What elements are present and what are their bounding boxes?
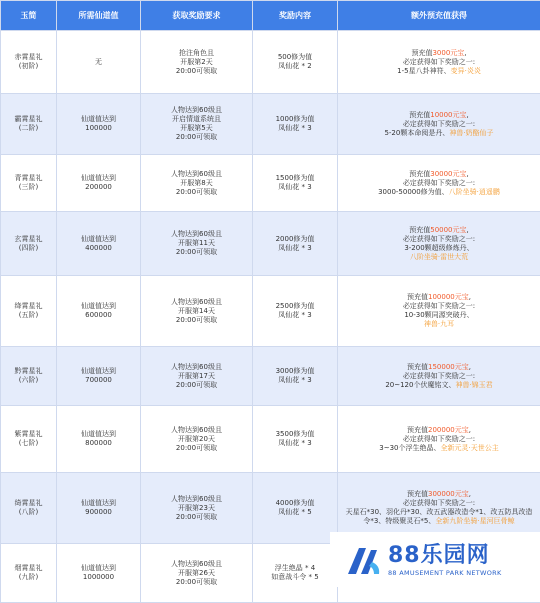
jade-slip-cell: [1, 406, 57, 473]
amount-highlight: 10000元宝: [430, 111, 466, 119]
cell-line: 2500修为值: [256, 302, 334, 311]
table-row: [1, 94, 540, 155]
extra-line: [341, 508, 537, 517]
cell-line: 凤仙花 * 3: [256, 311, 334, 320]
required-value-cell: [57, 31, 141, 94]
required-value-cell: [57, 155, 141, 212]
reward-cell: [253, 406, 338, 473]
cell-line: 仙道值达到: [60, 302, 137, 311]
extra-line: [341, 311, 537, 320]
extra-line: [341, 179, 537, 188]
extra-line: [341, 293, 537, 302]
extra-text: 预充值: [407, 490, 428, 498]
site-logo-icon: [344, 540, 384, 580]
cell-line: (九阶): [4, 573, 53, 582]
extra-line: [341, 381, 537, 390]
cell-line: 仙道值达到: [60, 564, 137, 573]
jade-slip-cell: [1, 94, 57, 155]
cell-line: 开服第14天: [144, 307, 249, 316]
extra-text: 预充值: [407, 363, 428, 371]
cell-line: 1500修为值: [256, 174, 334, 183]
cell-line: 3000修为值: [256, 367, 334, 376]
requirement-cell: [141, 31, 253, 94]
cell-line: 20:00可领取: [144, 513, 249, 522]
cell-line: 仙道值达到: [60, 499, 137, 508]
cell-line: 仙道值达到: [60, 174, 137, 183]
extra-line: [341, 499, 537, 508]
required-value-cell: [57, 347, 141, 406]
extra-text: 必定获得如下奖励之一:: [403, 235, 475, 243]
jade-slip-cell: [1, 544, 57, 603]
extra-text: 天星石*30、羽化丹*30、改五武器改造令*1、改五防具改造: [346, 508, 533, 516]
extra-reward-cell: [338, 347, 540, 406]
item-highlight: 变异·炎炎: [451, 67, 481, 75]
cell-line: 500修为值: [256, 53, 334, 62]
cell-line: 赤霄星礼: [4, 53, 53, 62]
cell-line: (初阶): [4, 62, 53, 71]
cell-line: 凤仙花 * 3: [256, 183, 334, 192]
extra-line: [341, 244, 537, 253]
cell-line: 凤仙花 * 5: [256, 508, 334, 517]
extra-reward-cell: [338, 155, 540, 212]
extra-line: [341, 302, 537, 311]
extra-line: [341, 170, 537, 179]
cell-line: 玄霄星礼: [4, 235, 53, 244]
cell-line: (五阶): [4, 311, 53, 320]
watermark-title: 88乐园网: [388, 538, 490, 569]
cell-line: 绮霄星礼: [4, 499, 53, 508]
reward-cell: [253, 473, 338, 544]
extra-text: ,: [467, 170, 469, 178]
cell-line: 人物达到60级且: [144, 106, 249, 115]
cell-line: 开服第8天: [144, 179, 249, 188]
extra-line: [341, 444, 537, 453]
extra-text: 令*3、特级聚灵石*5、: [363, 517, 435, 525]
amount-highlight: 30000元宝: [430, 170, 466, 178]
cell-line: 青霄星礼: [4, 174, 53, 183]
extra-line: [341, 320, 537, 329]
site-watermark: [330, 532, 540, 587]
extra-text: ,: [469, 363, 471, 371]
cell-line: 开服第17天: [144, 372, 249, 381]
cell-line: 400000: [60, 244, 137, 253]
extra-text: 3000-50000修为值、: [378, 188, 449, 196]
cell-line: 1000000: [60, 573, 137, 582]
extra-text: 1-5星八卦神符、: [397, 67, 450, 75]
extra-line: [341, 517, 537, 526]
header-jade-slip: 玉简: [1, 1, 57, 31]
extra-reward-cell: [338, 212, 540, 276]
table-row: [1, 406, 540, 473]
reward-cell: [253, 347, 338, 406]
item-highlight: 八阶坐骑·雷世大荒: [410, 253, 468, 261]
extra-text: ,: [469, 490, 471, 498]
reward-cell: [253, 155, 338, 212]
extra-text: 预充值: [411, 49, 432, 57]
cell-line: 霸霄星礼: [4, 115, 53, 124]
extra-reward-cell: [338, 94, 540, 155]
cell-line: 100000: [60, 124, 137, 133]
reward-cell: [253, 212, 338, 276]
extra-line: [341, 188, 537, 197]
table-row: [1, 155, 540, 212]
cell-line: (七阶): [4, 439, 53, 448]
cell-line: 人物达到60级且: [144, 495, 249, 504]
extra-line: [341, 120, 537, 129]
cell-line: 浮生绝晶 * 4: [256, 564, 334, 573]
extra-reward-cell: [338, 31, 540, 94]
cell-line: 仙道值达到: [60, 367, 137, 376]
amount-highlight: 100000元宝: [428, 293, 469, 301]
extra-line: [341, 363, 537, 372]
extra-line: [341, 426, 537, 435]
extra-line: [341, 372, 537, 381]
cell-line: 抢注角色且: [144, 49, 249, 58]
requirement-cell: [141, 155, 253, 212]
header-extra-reward: 额外预充值获得: [338, 1, 540, 31]
amount-highlight: 200000元宝: [428, 426, 469, 434]
table-row: [1, 31, 540, 94]
cell-line: 700000: [60, 376, 137, 385]
header-required-value: 所需仙道值: [57, 1, 141, 31]
cell-line: 开服第2天: [144, 58, 249, 67]
extra-text: 预充值: [409, 111, 430, 119]
extra-text: 预充值: [409, 226, 430, 234]
extra-text: ,: [467, 226, 469, 234]
jade-slip-cell: [1, 347, 57, 406]
extra-reward-cell: [338, 276, 540, 347]
requirement-cell: [141, 347, 253, 406]
cell-line: (三阶): [4, 183, 53, 192]
extra-line: [341, 111, 537, 120]
cell-line: 如意战斗令 * 5: [256, 573, 334, 582]
cell-line: 开服第20天: [144, 435, 249, 444]
extra-text: 3-200颗超级修炼丹、: [404, 244, 473, 252]
jade-slip-cell: [1, 473, 57, 544]
cell-line: 凤仙花 * 3: [256, 124, 334, 133]
required-value-cell: [57, 473, 141, 544]
watermark-subtitle: 88 AMUSEMENT PARK NETWORK: [388, 569, 502, 577]
reward-cell: [253, 544, 338, 603]
table-row: [1, 212, 540, 276]
cell-line: 烟霄星礼: [4, 564, 53, 573]
extra-text: ,: [469, 426, 471, 434]
cell-line: 开服第11天: [144, 239, 249, 248]
cell-line: 4000修为值: [256, 499, 334, 508]
cell-line: 人物达到60级且: [144, 170, 249, 179]
cell-line: 2000修为值: [256, 235, 334, 244]
cell-line: 人物达到60级且: [144, 230, 249, 239]
jade-slip-cell: [1, 155, 57, 212]
requirement-cell: [141, 473, 253, 544]
cell-line: 人物达到60级且: [144, 298, 249, 307]
cell-line: 3500修为值: [256, 430, 334, 439]
extra-reward-cell: [338, 406, 540, 473]
required-value-cell: [57, 544, 141, 603]
table-header-row: [1, 1, 540, 31]
extra-text: 10-30颗同源突破丹、: [404, 311, 473, 319]
cell-line: 黔霄星礼: [4, 367, 53, 376]
amount-highlight: 150000元宝: [428, 363, 469, 371]
extra-text: 预充值: [409, 170, 430, 178]
cell-line: 20:00可领取: [144, 248, 249, 257]
extra-line: [341, 490, 537, 499]
cell-line: 开服第5天: [144, 124, 249, 133]
cell-line: 绛霄星礼: [4, 302, 53, 311]
cell-line: 20:00可领取: [144, 381, 249, 390]
jade-slip-cell: [1, 31, 57, 94]
required-value-cell: [57, 94, 141, 155]
extra-text: 20~120个伏魔铭文、: [385, 381, 455, 389]
extra-line: [341, 58, 537, 67]
cell-line: 无: [60, 58, 137, 67]
jade-slip-cell: [1, 276, 57, 347]
item-highlight: 八阶坐骑·逍遥鹏: [449, 188, 500, 196]
cell-line: 开启情道系统且: [144, 115, 249, 124]
table-row: [1, 347, 540, 406]
cell-line: (八阶): [4, 508, 53, 517]
requirement-cell: [141, 94, 253, 155]
extra-text: 预充值: [407, 426, 428, 434]
extra-text: ,: [469, 293, 471, 301]
reward-cell: [253, 94, 338, 155]
item-highlight: 神兽·锦玉君: [455, 381, 492, 389]
extra-text: 预充值: [407, 293, 428, 301]
cell-line: 20:00可领取: [144, 67, 249, 76]
extra-text: 必定获得如下奖励之一:: [403, 120, 475, 128]
extra-line: [341, 49, 537, 58]
extra-line: [341, 129, 537, 138]
cell-line: 凤仙花 * 2: [256, 62, 334, 71]
cell-line: 凤仙花 * 3: [256, 376, 334, 385]
required-value-cell: [57, 406, 141, 473]
cell-line: 仙道值达到: [60, 115, 137, 124]
cell-line: 600000: [60, 311, 137, 320]
requirement-cell: [141, 544, 253, 603]
requirement-cell: [141, 276, 253, 347]
cell-line: 800000: [60, 439, 137, 448]
extra-text: 必定获得如下奖励之一:: [403, 58, 475, 66]
cell-line: (二阶): [4, 124, 53, 133]
extra-text: 必定获得如下奖励之一:: [403, 372, 475, 380]
cell-line: 20:00可领取: [144, 578, 249, 587]
header-reward: 奖励内容: [253, 1, 338, 31]
amount-highlight: 3000元宝: [432, 49, 464, 57]
extra-text: 必定获得如下奖励之一:: [403, 302, 475, 310]
amount-highlight: 300000元宝: [428, 490, 469, 498]
cell-line: (四阶): [4, 244, 53, 253]
cell-line: 200000: [60, 183, 137, 192]
cell-line: (六阶): [4, 376, 53, 385]
cell-line: 1000修为值: [256, 115, 334, 124]
cell-line: 20:00可领取: [144, 133, 249, 142]
item-highlight: 神兽·九耳: [424, 320, 454, 328]
extra-line: [341, 226, 537, 235]
extra-line: [341, 435, 537, 444]
extra-line: [341, 253, 537, 262]
extra-text: ,: [467, 111, 469, 119]
requirement-cell: [141, 406, 253, 473]
reward-cell: [253, 31, 338, 94]
extra-text: ,: [464, 49, 466, 57]
cell-line: 开服第26天: [144, 569, 249, 578]
extra-text: 必定获得如下奖励之一:: [403, 179, 475, 187]
required-value-cell: [57, 212, 141, 276]
item-highlight: 神兽·奶酪仙子: [449, 129, 493, 137]
required-value-cell: [57, 276, 141, 347]
amount-highlight: 50000元宝: [430, 226, 466, 234]
cell-line: 仙道值达到: [60, 430, 137, 439]
header-requirement: 获取奖励要求: [141, 1, 253, 31]
extra-text: 3~30个浮生绝晶、: [379, 444, 440, 452]
extra-text: 5-20颗本命阅是丹、: [384, 129, 449, 137]
cell-line: 20:00可领取: [144, 188, 249, 197]
table-row: [1, 276, 540, 347]
cell-line: 人物达到60级且: [144, 560, 249, 569]
cell-line: 凤仙花 * 3: [256, 439, 334, 448]
cell-line: 人物达到60级且: [144, 426, 249, 435]
item-highlight: 全新元灵·天世公主: [441, 444, 499, 452]
cell-line: 人物达到60级且: [144, 363, 249, 372]
cell-line: 20:00可领取: [144, 316, 249, 325]
jade-slip-cell: [1, 212, 57, 276]
extra-line: [341, 235, 537, 244]
cell-line: 20:00可领取: [144, 444, 249, 453]
item-highlight: 全新九阶坐骑·星河巨骨鲸: [435, 517, 514, 525]
cell-line: 开服第23天: [144, 504, 249, 513]
extra-line: [341, 67, 537, 76]
extra-text: 必定获得如下奖励之一:: [403, 435, 475, 443]
cell-line: 凤仙花 * 3: [256, 244, 334, 253]
reward-cell: [253, 276, 338, 347]
cell-line: 900000: [60, 508, 137, 517]
requirement-cell: [141, 212, 253, 276]
extra-text: 必定获得如下奖励之一:: [403, 499, 475, 507]
cell-line: 仙道值达到: [60, 235, 137, 244]
cell-line: 紫霄星礼: [4, 430, 53, 439]
